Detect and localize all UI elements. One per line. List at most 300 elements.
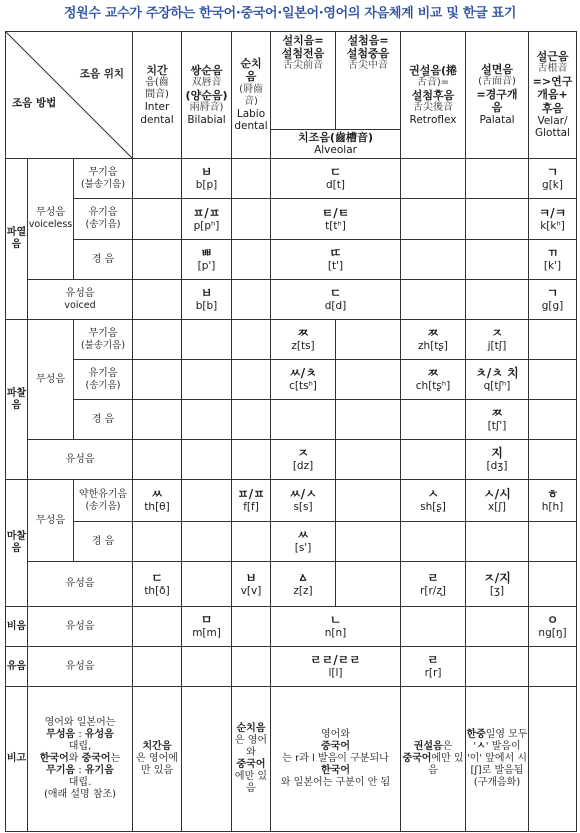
cell-text: 설첨후음 — [411, 88, 455, 102]
cell-text: m[m] — [192, 627, 221, 640]
remark-manner — [28, 687, 133, 832]
empty-cell — [466, 199, 529, 240]
empty-cell — [232, 647, 271, 687]
empty-cell — [133, 159, 182, 199]
cell-text: 영어와 — [321, 729, 350, 740]
cell-f-weak-velar — [529, 480, 577, 522]
cell-l-retroflex — [401, 647, 466, 687]
tense-label: 경 음 — [74, 522, 133, 562]
cell-p-unasp-velar — [529, 159, 577, 199]
col-alveolar-mid — [336, 32, 401, 130]
empty-cell — [232, 159, 271, 199]
empty-cell — [133, 607, 182, 647]
empty-cell — [401, 400, 466, 440]
cell-text: ㅆ/ㅅ — [289, 487, 317, 501]
empty-cell — [401, 440, 466, 480]
cell-text: (송기음) — [85, 219, 121, 231]
col-alveolar-front — [271, 32, 336, 130]
empty-cell — [401, 199, 466, 240]
cell-n-alveolar — [271, 607, 401, 647]
empty-cell — [271, 400, 336, 440]
empty-cell — [232, 440, 271, 480]
cell-text: q[tʃʰ] — [483, 380, 511, 393]
cell-p-unasp-alveolar — [271, 159, 401, 199]
cell-text: 兩脣音) — [189, 101, 224, 113]
cell-text: ㅂ — [245, 570, 257, 585]
cell-text: t[tʰ] — [325, 219, 346, 232]
cell-text: 설첨중음 — [346, 47, 390, 61]
cell-text: 중국어 — [236, 759, 266, 770]
cell-text: 치간 — [146, 63, 168, 77]
cell-text: ㄷ — [329, 165, 342, 179]
empty-cell — [232, 522, 271, 562]
cell-text: 개음+ — [537, 88, 568, 102]
cell-text: 유성음 — [84, 729, 114, 740]
manner-nasal: 비음 — [6, 607, 28, 647]
cell-text: ㅍ/ㅍ — [192, 205, 221, 220]
cell-text: [s'] — [294, 542, 312, 555]
empty-cell — [232, 199, 271, 240]
cell-a-asp-palatal — [466, 360, 529, 400]
cell-text: ㅂ — [200, 165, 213, 179]
empty-cell — [336, 400, 401, 440]
cell-text: z[ts] — [291, 340, 315, 353]
cell-a-unasp-front — [271, 320, 336, 360]
empty-cell — [336, 320, 401, 360]
cell-text: 舌尖中音 — [348, 60, 389, 72]
unasp-label — [74, 320, 133, 360]
voiceless-label: 무성음 — [28, 320, 74, 440]
cell-text: sh[ʂ] — [420, 501, 446, 514]
empty-cell — [401, 159, 466, 199]
cell-text: ㅆ — [151, 487, 163, 501]
empty-cell — [529, 400, 577, 440]
cell-text: 은 — [442, 741, 453, 752]
cell-text: ㅊ/ㅊ 치 — [475, 366, 519, 380]
cell-text: dental — [234, 120, 268, 133]
cell-f-tense-front — [271, 522, 336, 562]
cell-f-voiced-retroflex — [401, 562, 466, 607]
cell-text: 대립. — [68, 777, 92, 788]
empty-cell — [182, 480, 232, 522]
cell-p-voiced-alveolar — [271, 280, 401, 320]
col-labiodental — [232, 32, 271, 159]
cell-p-asp-bilabial — [182, 199, 232, 240]
cell-text: j[tʃ] — [487, 340, 507, 353]
empty-cell — [401, 280, 466, 320]
cell-text: 双唇音 — [191, 76, 222, 88]
cell-text: (송기음) — [85, 379, 121, 391]
empty-cell — [133, 647, 182, 687]
cell-text: (불송기음) — [80, 178, 126, 190]
empty-cell — [529, 360, 577, 400]
cell-text: 한국어 — [321, 765, 350, 776]
cell-text: ㅉ — [427, 326, 439, 340]
cell-text: [k'] — [543, 260, 562, 273]
cell-text: ㅉ — [297, 326, 309, 340]
empty-cell — [182, 320, 232, 360]
cell-text: 약한유기음 — [78, 488, 128, 500]
empty-cell — [529, 687, 577, 832]
voiced-label: 유성음 — [28, 440, 133, 480]
cell-text: 舌音)= — [416, 76, 450, 88]
voiced-label: 유성음 — [28, 562, 133, 607]
empty-cell — [466, 280, 529, 320]
cell-text: 권설음 — [413, 741, 443, 752]
cell-text: ㅋ/ㅋ — [538, 205, 567, 220]
cell-text: Alveolar — [314, 144, 357, 157]
page-title: 정원수 교수가 주장하는 한국어·중국어·일본어·영어의 자음체계 비교 및 한글 표기 — [63, 6, 517, 21]
cell-text: 설첨전음 — [281, 47, 325, 61]
empty-cell — [401, 240, 466, 280]
col-retroflex — [401, 32, 466, 159]
cell-text: ㅅ — [427, 487, 439, 501]
cell-text: 무기음 — [88, 166, 118, 178]
cell-text: s[s] — [293, 501, 313, 514]
empty-cell — [133, 240, 182, 280]
cell-p-asp-alveolar — [271, 199, 401, 240]
empty-cell — [133, 320, 182, 360]
cell-text: Palatal — [479, 114, 515, 127]
col-bilabial — [182, 32, 232, 159]
remark-alveolar — [271, 687, 401, 832]
cell-text: 무기음 — [88, 327, 118, 339]
cell-text: ㄹ — [427, 653, 439, 667]
cell-a-asp-front — [271, 360, 336, 400]
cell-text: 영어와 일본어는 — [44, 717, 116, 728]
cell-text: ㄲ — [546, 246, 559, 260]
remark-interdental — [133, 687, 182, 832]
cell-text: 한중 — [466, 729, 486, 740]
cell-text: Glottal — [534, 127, 571, 140]
cell-text: 중국어 — [402, 753, 432, 764]
empty-cell — [133, 360, 182, 400]
cell-text: d[t] — [326, 179, 345, 192]
cell-a-voiced-palatal — [466, 440, 529, 480]
diagonal-line — [6, 32, 133, 159]
cell-text: voiced — [64, 299, 96, 311]
cell-text: x[ʃ] — [488, 501, 506, 514]
cell-text: g[k] — [542, 179, 563, 192]
unasp-label — [74, 159, 133, 199]
cell-p-asp-velar — [529, 199, 577, 240]
cell-text: : — [75, 729, 85, 740]
cell-text: [ʒ] — [489, 584, 505, 597]
cell-text: 무성음 — [36, 207, 65, 219]
cell-text: [dʒ] — [486, 460, 508, 473]
cell-text: ㄸ — [329, 246, 342, 260]
cell-text: (송기음) — [85, 500, 121, 512]
col-interdental — [133, 32, 182, 159]
empty-cell — [336, 360, 401, 400]
col-velar — [529, 32, 577, 159]
empty-cell — [182, 562, 232, 607]
cell-text: [t'] — [327, 260, 344, 273]
cell-text: th[ð] — [144, 584, 170, 597]
cell-text: 지 — [491, 446, 503, 460]
empty-cell — [401, 607, 466, 647]
cell-text: voiceless — [28, 219, 73, 231]
cell-text: 와 일본어는 구분이 안 됨 — [280, 777, 391, 788]
cell-text: d[d] — [324, 300, 347, 313]
col-palatal — [466, 32, 529, 159]
cell-text: 중국어 — [81, 753, 111, 764]
cell-text: Retroflex — [409, 113, 457, 126]
cell-f-voiced-labiodental — [232, 562, 271, 607]
cell-text: ㅉ — [491, 406, 503, 420]
cell-text: f[f] — [243, 501, 259, 514]
remark-palatal — [466, 687, 529, 832]
empty-cell — [336, 562, 401, 607]
cell-text: 후음 — [541, 101, 564, 115]
cell-a-voiced-front — [271, 440, 336, 480]
empty-cell — [466, 159, 529, 199]
cell-text: 유기음 — [84, 765, 114, 776]
empty-cell — [182, 522, 232, 562]
voiceless-label: 무성음 — [28, 480, 74, 562]
empty-cell — [232, 360, 271, 400]
cell-text: 유기음 — [88, 207, 118, 219]
remark-labiodental — [232, 687, 271, 832]
cell-text: b[p] — [195, 179, 218, 192]
manner-axis-label: 조음 방법 — [12, 97, 57, 110]
cell-text: ㄷ — [151, 570, 163, 585]
tense-label: 경 음 — [74, 240, 133, 280]
empty-cell — [232, 280, 271, 320]
cell-text: ㄱ — [546, 165, 559, 179]
asp-label — [74, 199, 133, 240]
cell-text: ㄹ — [427, 570, 439, 585]
cell-text: l[l] — [328, 667, 343, 680]
place-axis-label: 조음 위치 — [79, 68, 125, 80]
cell-text: ㄴ — [329, 613, 342, 627]
cell-text: : — [75, 765, 85, 776]
cell-text: (애래 설명 참조) — [43, 789, 117, 800]
corner-header — [6, 32, 133, 159]
cell-text: 유성음 — [65, 287, 95, 299]
cell-text: ㅿ — [297, 570, 309, 585]
cell-text: 설면음 — [481, 62, 513, 76]
cell-text: ㅈ — [297, 446, 309, 460]
cell-text: (양순음) — [185, 88, 228, 102]
cell-text: 間音) — [145, 89, 169, 100]
cell-a-asp-retroflex — [401, 360, 466, 400]
cell-a-tense-palatal — [466, 400, 529, 440]
cell-text: zh[tʂ] — [418, 340, 448, 353]
empty-cell — [182, 440, 232, 480]
empty-cell — [133, 199, 182, 240]
cell-f-voiced-palatal — [466, 562, 529, 607]
cell-text: ㅎ — [546, 487, 559, 501]
cell-text: ㄷ — [329, 286, 342, 300]
cell-text: ㅆ/ㅊ — [289, 366, 317, 380]
cell-text: ㅂ — [200, 286, 213, 300]
cell-text: z[z] — [293, 584, 313, 597]
empty-cell — [529, 320, 577, 360]
empty-cell — [529, 647, 577, 687]
empty-cell — [133, 400, 182, 440]
cell-text: 음(齒 — [145, 77, 169, 88]
cell-text: 설근음 — [536, 50, 569, 64]
cell-text: ㅈ/지 — [483, 570, 511, 585]
cell-text: 쌍순음 — [190, 63, 223, 77]
cell-text: 중국어 — [321, 741, 350, 752]
cell-text: 는 — [110, 753, 121, 764]
cell-p-tense-alveolar — [271, 240, 401, 280]
empty-cell — [232, 320, 271, 360]
cell-text: 설첨음= — [347, 34, 389, 47]
cell-a-unasp-retroflex — [401, 320, 466, 360]
empty-cell — [232, 240, 271, 280]
cell-text: Bilabial — [187, 113, 226, 126]
empty-cell — [336, 522, 401, 562]
cell-text: 치조음(齒槽音) — [298, 131, 373, 145]
empty-cell — [336, 480, 401, 522]
weak-asp-label — [74, 480, 133, 522]
cell-text: ㅆ — [297, 528, 309, 542]
cell-text: Labio — [236, 107, 266, 120]
cell-text: ng[ŋ] — [538, 627, 567, 640]
col-alveolar-shared — [271, 130, 401, 159]
cell-text: k[kʰ] — [540, 219, 565, 232]
cell-text: ㅁ — [200, 613, 213, 627]
empty-cell — [133, 440, 182, 480]
asp-label — [74, 360, 133, 400]
manner-plosive: 파열음 — [6, 159, 28, 320]
cell-text: [tʃ'] — [487, 420, 507, 433]
manner-liquid: 유음 — [6, 647, 28, 687]
cell-text: ㅃ — [200, 246, 213, 260]
cell-text: (脣齒 — [239, 83, 263, 95]
consonant-table — [5, 31, 577, 832]
empty-cell — [529, 522, 577, 562]
empty-cell — [466, 240, 529, 280]
empty-cell — [529, 440, 577, 480]
cell-text: 는 r과 l 발음이 구분되나 — [282, 753, 389, 764]
cell-text: 舌根音 — [537, 63, 568, 75]
cell-text: ㅅ — [476, 741, 486, 752]
cell-text: ㅅ/시 — [483, 487, 511, 501]
cell-p-tense-velar — [529, 240, 577, 280]
cell-text: 권설음(捲 — [409, 63, 457, 77]
cell-text: 대립, — [68, 741, 92, 752]
cell-text: 와 — [68, 753, 82, 764]
cell-text: g[g] — [541, 300, 564, 313]
cell-text: b[b] — [195, 300, 218, 313]
cell-text: 音) — [244, 95, 258, 107]
cell-f-voiced-front — [271, 562, 336, 607]
remark-retroflex — [401, 687, 466, 832]
cell-text: ㅍ/ㅍ — [237, 487, 265, 501]
cell-text: =>연구 — [532, 75, 573, 89]
empty-cell — [529, 562, 577, 607]
cell-text: 설치음= — [282, 34, 324, 47]
cell-text: ch[tʂʰ] — [415, 380, 451, 393]
empty-cell — [182, 647, 232, 687]
cell-f-voiced-interdental — [133, 562, 182, 607]
cell-text: 무기음 — [46, 765, 76, 776]
cell-text: 치간음 — [142, 741, 172, 752]
cell-text: 순치음 — [236, 723, 266, 734]
cell-f-weak-palatal — [466, 480, 529, 522]
empty-cell — [401, 522, 466, 562]
cell-text: ㅇ — [546, 613, 559, 627]
cell-n-bilabial — [182, 607, 232, 647]
cell-l-alveolar — [271, 647, 401, 687]
cell-text: 한국어 — [39, 753, 69, 764]
cell-text: =경구개 — [476, 88, 518, 102]
cell-text: p[pʰ] — [193, 219, 220, 232]
cell-text: 에만 있음 — [234, 771, 268, 794]
cell-f-weak-interdental — [133, 480, 182, 522]
cell-text: 무성음 — [46, 729, 76, 740]
empty-cell — [232, 607, 271, 647]
manner-affricate: 파찰음 — [6, 320, 28, 480]
cell-text: h[h] — [541, 501, 564, 514]
empty-cell — [182, 400, 232, 440]
cell-text: c[tsʰ] — [289, 380, 317, 393]
empty-cell — [466, 607, 529, 647]
cell-text: (舌面音) — [478, 76, 516, 88]
empty-cell — [466, 647, 529, 687]
cell-text: 음 — [245, 70, 257, 84]
cell-text: ㅈ — [491, 326, 503, 340]
cell-text: Inter — [144, 101, 170, 113]
cell-text: ㄹㄹ/ㄹㄹ — [310, 653, 361, 667]
cell-text: ㅉ — [427, 366, 439, 380]
cell-text: 유기음 — [88, 367, 118, 379]
manner-remarks: 비고 — [6, 687, 28, 832]
cell-text: Velar/ — [537, 114, 568, 127]
empty-cell — [182, 360, 232, 400]
cell-text: 음 — [491, 101, 503, 115]
cell-text: ㅌ/ㅌ — [321, 205, 350, 220]
tense-label: 경 음 — [74, 400, 133, 440]
cell-f-weak-front — [271, 480, 336, 522]
empty-cell — [466, 522, 529, 562]
cell-p-voiced-bilabial — [182, 280, 232, 320]
cell-text: 일영 모두 ' — [473, 729, 528, 752]
cell-f-weak-labiodental — [232, 480, 271, 522]
voiceless-label — [28, 159, 74, 280]
cell-n-velar — [529, 607, 577, 647]
cell-text: dental — [140, 113, 174, 126]
cell-text: th[θ] — [144, 501, 170, 514]
cell-text: ' 발음이 '이' 앞에서 시[ʃ]로 발음됨 (구개음화) — [466, 741, 528, 788]
empty-cell — [232, 400, 271, 440]
empty-cell — [182, 687, 232, 832]
voiced-label: 유성음 — [28, 607, 133, 647]
cell-text: 舌尖後音 — [413, 101, 454, 113]
cell-text: r[r] — [424, 667, 442, 680]
empty-cell — [133, 522, 182, 562]
cell-f-weak-retroflex — [401, 480, 466, 522]
cell-text: 舌尖前音 — [283, 60, 324, 72]
cell-text: (불송기음) — [80, 339, 126, 351]
cell-text: [p'] — [197, 260, 216, 273]
cell-p-voiced-velar — [529, 280, 577, 320]
cell-text: ㄱ — [546, 286, 559, 300]
voiced-label — [28, 280, 133, 320]
cell-text: n[n] — [324, 627, 347, 640]
cell-a-unasp-palatal — [466, 320, 529, 360]
cell-text: [dz] — [292, 460, 314, 473]
cell-text: 은 영어에 만 있음 — [136, 753, 178, 776]
manner-fricative: 마찰음 — [6, 480, 28, 607]
cell-text: 순치 — [240, 57, 262, 71]
cell-p-unasp-bilabial — [182, 159, 232, 199]
empty-cell — [133, 280, 182, 320]
